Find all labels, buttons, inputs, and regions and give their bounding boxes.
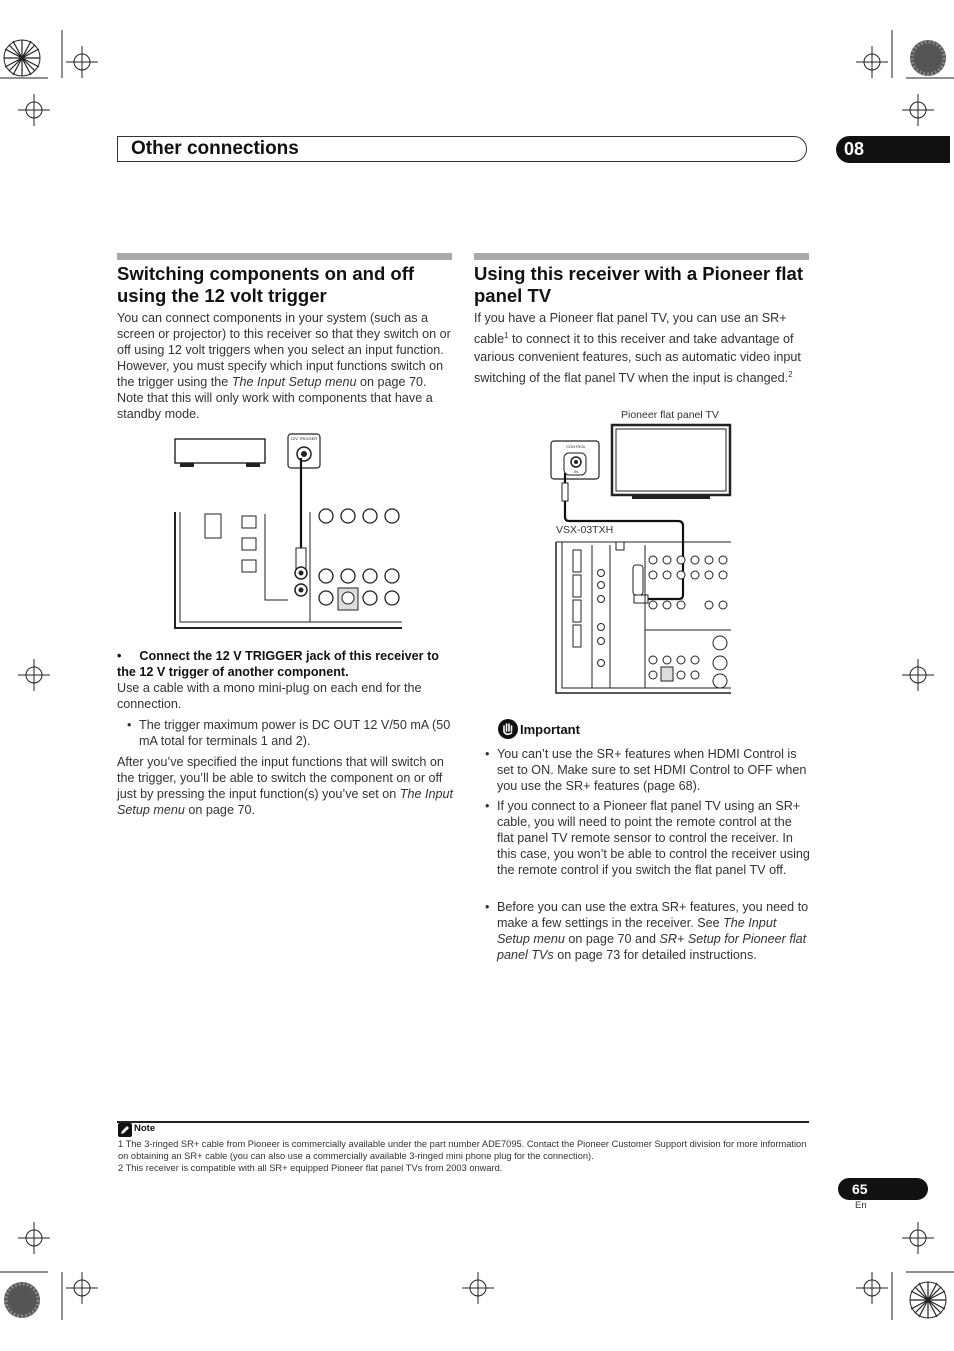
trigger-after-text-2: on page 70. xyxy=(184,803,255,817)
bullet-3-ref-1: The Input Setup menu xyxy=(497,916,777,946)
chapter-number: 08 xyxy=(844,139,865,159)
trigger-after-text-1: After you’ve specified the input functions that will switch on the trigger, you’ll be able to switch the component on or off just by pressing the input function(s) you’ve set on xyxy=(117,755,444,801)
important-icon xyxy=(497,718,519,740)
sub-bullet-text: The trigger maximum power is DC OUT 12 V/50 mA (50 mA total for terminals 1 and 2). xyxy=(139,718,451,748)
section-rule-right xyxy=(474,253,809,260)
bullet-3-ref-2: SR+ Setup for Pioneer flat panel TVs xyxy=(497,932,807,962)
trigger-after xyxy=(117,754,455,818)
step-text: Connect the 12 V TRIGGER jack of this receiver to the 12 V trigger of another component. xyxy=(117,649,439,679)
section-heading-flat-panel: Using this receiver with a Pioneer flat panel TV xyxy=(474,263,803,306)
trigger-intro-text-2: on page 70. Note that this will only work with components that have a standby mode. xyxy=(117,375,433,421)
trigger-jack-label: 12V TRIGGER xyxy=(290,436,318,441)
bullet-3-text-2: on page 70 and xyxy=(564,932,660,946)
step-connect-trigger xyxy=(117,648,457,680)
flat-panel-connection-diagram xyxy=(548,405,738,697)
important-title: Important xyxy=(520,722,580,737)
footnote-2: 2 This receiver is compatible with all SR+ equipped Pioneer flat panel TVs from 2003 onward. xyxy=(118,1163,503,1173)
bullet-3-text-1: Before you can use the extra SR+ features, you need to make a few settings in the receiver. See xyxy=(497,900,809,930)
control-in-label: IN xyxy=(574,469,578,474)
bullet-glyph: • xyxy=(485,799,490,813)
note-icon xyxy=(118,1123,132,1137)
step-description: Use a cable with a mono mini-plug on each end for the connection. xyxy=(117,681,422,711)
trigger-power-note xyxy=(127,717,455,749)
flat-panel-intro-text-2: to connect it to this receiver and take advantage of various convenient features, such as automatic video input switching of the flat panel TV when the input is changed. xyxy=(474,332,801,386)
trigger-connection-diagram xyxy=(170,430,410,635)
language-label: En xyxy=(855,1200,867,1211)
footnote-ref-1: 1 xyxy=(504,331,509,341)
footnote-ref-2: 2 xyxy=(788,370,793,380)
step-bullet: • xyxy=(117,649,122,663)
sub-bullet: • xyxy=(127,718,132,732)
important-bullet-2 xyxy=(485,798,810,878)
section-rule-left xyxy=(117,253,452,260)
trigger-intro-text-1: You can connect components in your system (such as a screen or projector) to this receiver so that they switch on or off using 12 volt triggers when you select an input function. However, you must specify which input functions switch on the trigger using the xyxy=(117,311,451,389)
tv-label: Pioneer flat panel TV xyxy=(621,409,719,421)
bullet-glyph: • xyxy=(485,900,490,914)
notes-rule xyxy=(117,1121,809,1123)
flat-panel-intro xyxy=(474,310,810,388)
footnote-1: 1 The 3-ringed SR+ cable from Pioneer is commercially available under the part number ADE7095. Contact the Pioneer Customer Support division for more information on obtaining an SR+ cable (you can also use a commercially available 3-ringed mini phone plug for the connection). xyxy=(118,1139,807,1161)
important-bullet-3 xyxy=(485,899,810,963)
page-number: 65 xyxy=(852,1181,868,1197)
bullet-text-1: You can’t use the SR+ features when HDMI Control is set to ON. Make sure to set HDMI Control to OFF when you use the SR+ features (page 68). xyxy=(497,747,807,793)
bullet-glyph: • xyxy=(485,747,490,761)
bullet-text-2: If you connect to a Pioneer flat panel TV using an SR+ cable, you will need to point the remote control at the flat panel TV remote sensor to control the receiver. In this case, you won’t be able to control the receiver using the remote control if you switch the flat panel TV off. xyxy=(497,799,810,877)
trigger-intro-ref: The Input Setup menu xyxy=(231,375,357,389)
flat-panel-intro-text-1: If you have a Pioneer flat panel TV, you can use an SR+ cable xyxy=(474,311,787,347)
receiver-label: VSX-03TXH xyxy=(556,524,614,536)
bullet-text-3 xyxy=(497,899,810,963)
trigger-after-ref: The Input Setup menu xyxy=(117,787,454,817)
important-bullet-1 xyxy=(485,746,810,794)
section-heading-trigger: Switching components on and off using the 12 volt trigger xyxy=(117,263,415,306)
control-jack-label: CONTROL xyxy=(566,444,586,449)
chapter-title: Other connections xyxy=(131,138,299,159)
bullet-3-text-3: on page 73 for detailed instructions. xyxy=(553,948,757,962)
trigger-intro xyxy=(117,310,455,422)
notes-title: Note xyxy=(134,1123,156,1134)
